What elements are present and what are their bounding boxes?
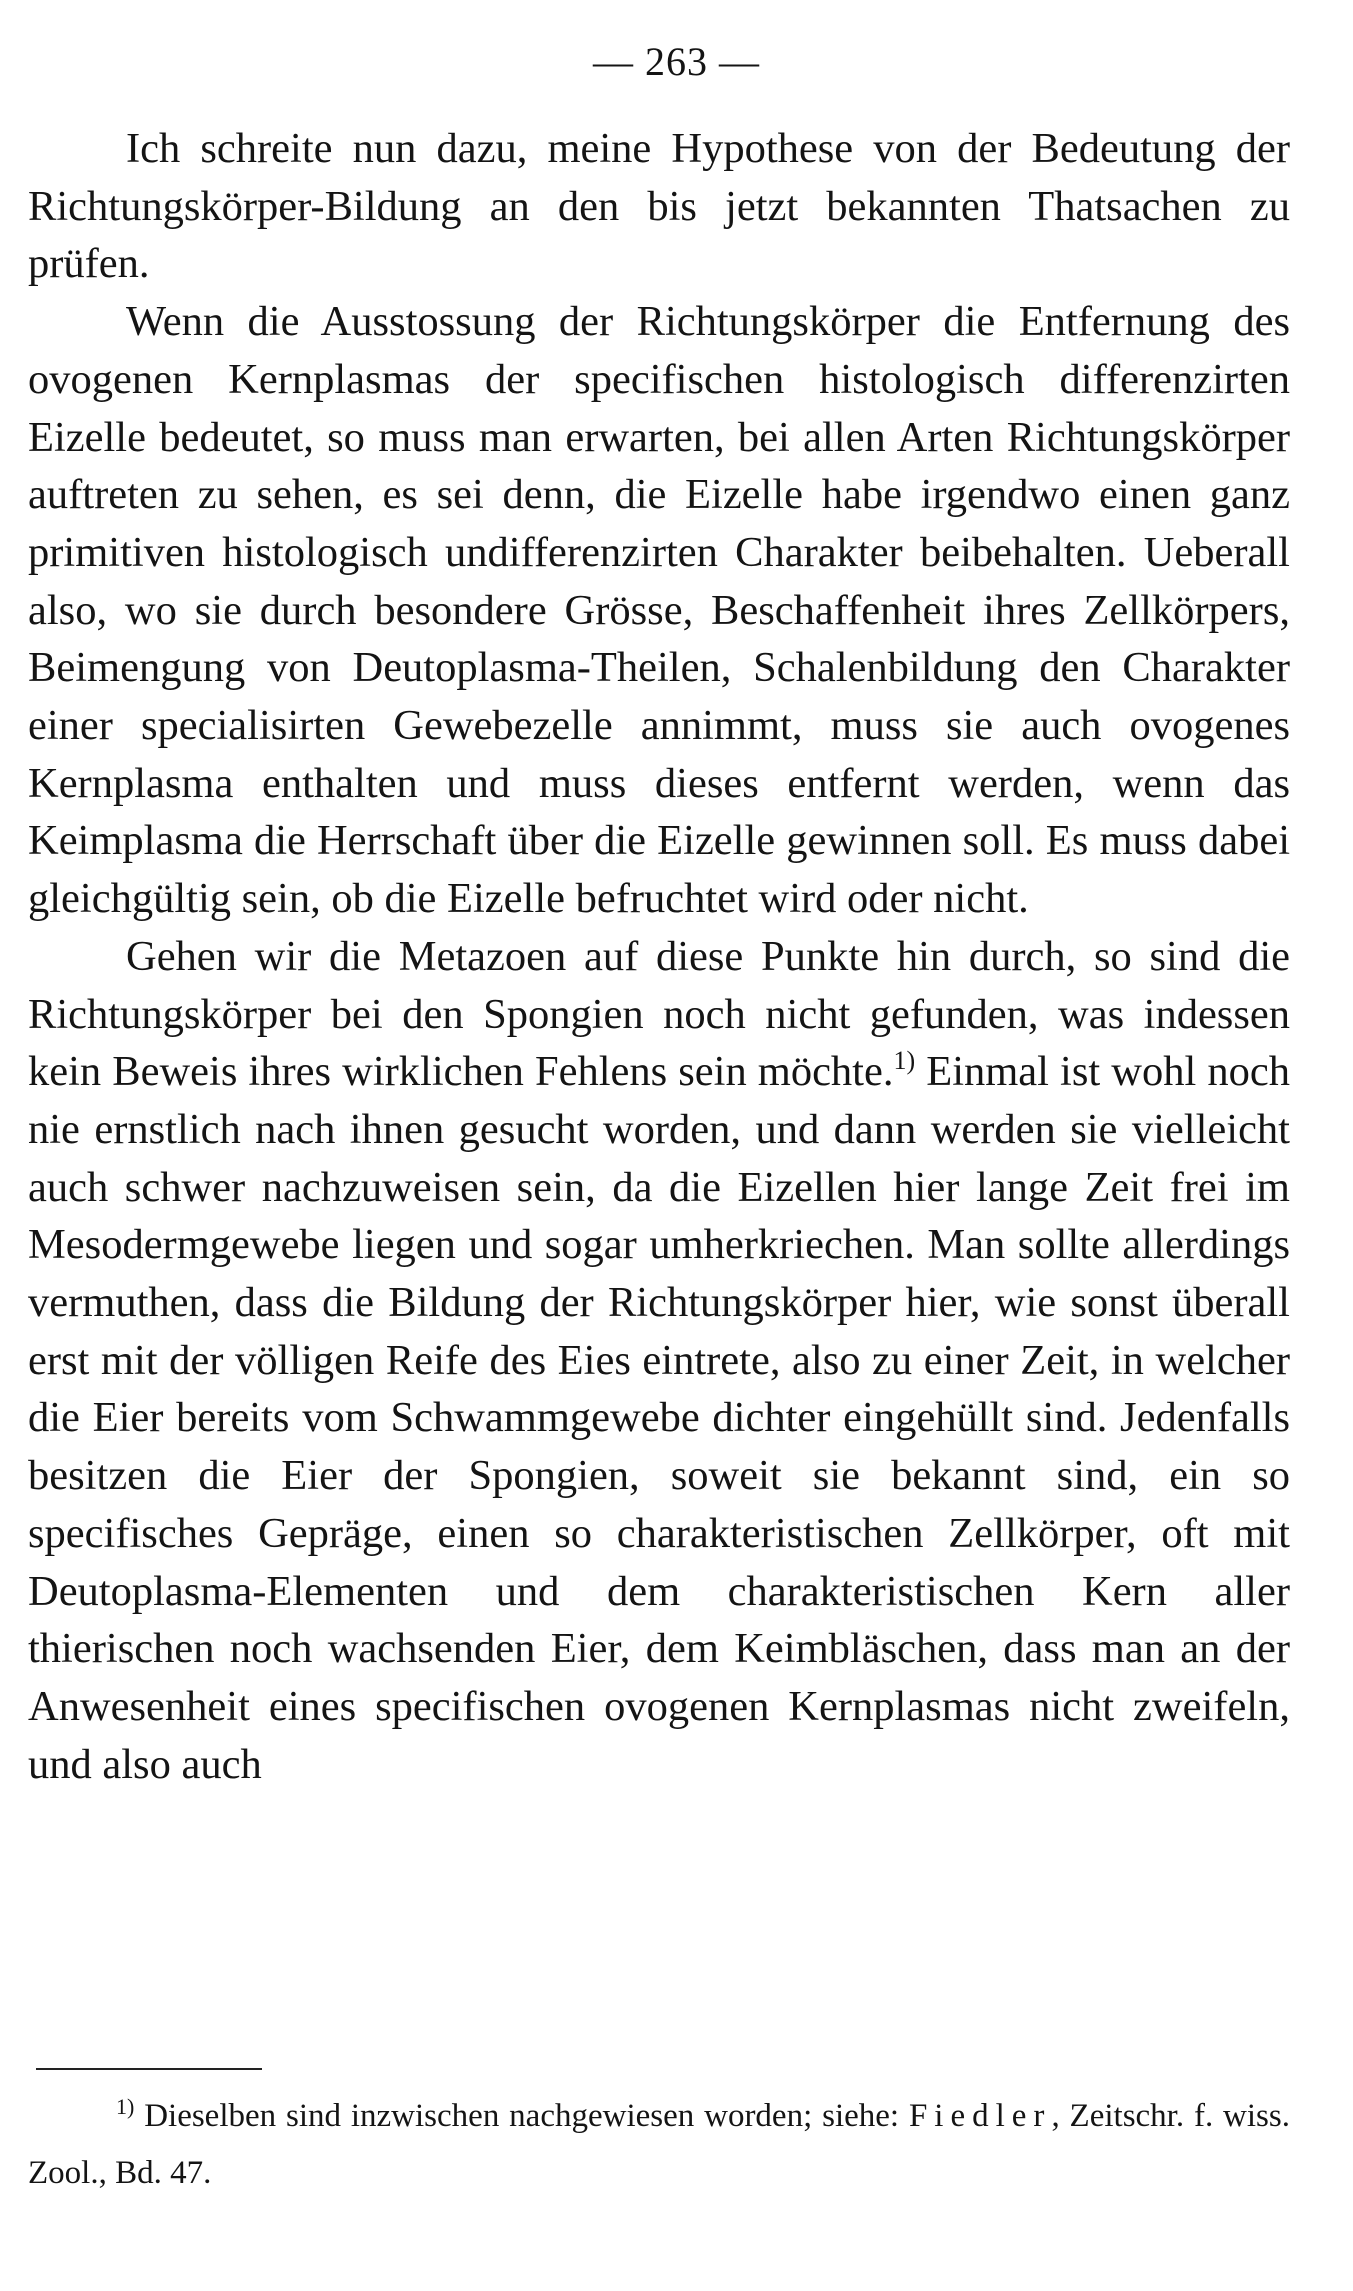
main-text	[28, 120, 1290, 1793]
footnote-paragraph	[28, 2088, 1290, 2202]
footnote	[28, 2088, 1290, 2202]
paragraph-1: Ich schreite nun dazu, meine Hypothese von der Bedeutung der Richtungskörper-Bildung an den bis jetzt bekannten Thatsachen zu prüfen.	[28, 125, 1290, 288]
footnote-reference[interactable]: 1)	[893, 1046, 916, 1076]
footnote-mark: 1)	[116, 2094, 135, 2119]
paragraph-3	[28, 928, 1290, 1794]
paragraph-2: Wenn die Ausstossung der Richtungskörper die Entfernung des ovogenen Kernplasmas der specifischen histologisch differenzirten Eizelle bedeutet, so muss man erwarten, bei allen Arten Richtungskörper auftreten zu sehen, es sei denn, die Eizelle habe irgendwo einen ganz primitiven histologisch undifferenzirten Charakter beibehalten. Ueberall also, wo sie durch besondere Grösse, Beschaffenheit ihres Zellkörpers, Beimengung von Deutoplasma-Theilen, Schalenbildung den Charakter einer specialisirten Gewebezelle annimmt, muss sie auch ovogenes Kernplasma enthalten und muss dieses entfernt werden, wenn das Keimplasma die Herrschaft über die Eizelle gewinnen soll. Es muss dabei gleichgültig sein, ob die Eizelle befruchtet wird oder nicht.	[28, 298, 1290, 923]
footnote-text-after: , Zeitschr. f. wiss. Zool., Bd. 47.	[28, 2098, 1290, 2191]
paragraph-3-text-before-ref: Gehen wir die Metazoen auf diese Punkte hin durch, so sind die Richtungskörper bei den Spongien noch nicht gefunden, was indessen kein Beweis ihres wirklichen Fehlens sein möchte.	[28, 932, 1290, 1096]
footnote-text-before: Dieselben sind inzwischen nachgewiesen worden; siehe:	[134, 2098, 909, 2134]
page-number: — 263 —	[593, 39, 760, 84]
footnote-divider	[36, 2068, 262, 2070]
footnote-author: Fiedler	[908, 2098, 1052, 2134]
paragraph-3-text-after-ref: Einmal ist wohl noch nie ernstlich nach ihnen gesucht worden, und dann werden sie vielleicht auch schwer nachzuweisen sein, da die Eizellen hier lange Zeit frei im Mesodermgewebe liegen und sogar umherkriechen. Man sollte allerdings vermuthen, dass die Bildung der Richtungskörper hier, wie sonst überall erst mit der völligen Reife des Eies eintrete, also zu einer Zeit, in welcher die Eier bereits vom Schwammgewebe dichter eingehüllt sind. Jedenfalls besitzen die Eier der Spongien, soweit sie bekannt sind, ein so specifisches Gepräge, einen so charakteristischen Zellkörper, oft mit Deutoplasma-Elementen und dem charakteristischen Kern aller thierischen noch wachsenden Eier, dem Keimbläschen, dass man an der Anwesenheit eines specifischen ovogenen Kernplasmas nicht zweifeln, und also auch	[28, 1048, 1290, 1788]
